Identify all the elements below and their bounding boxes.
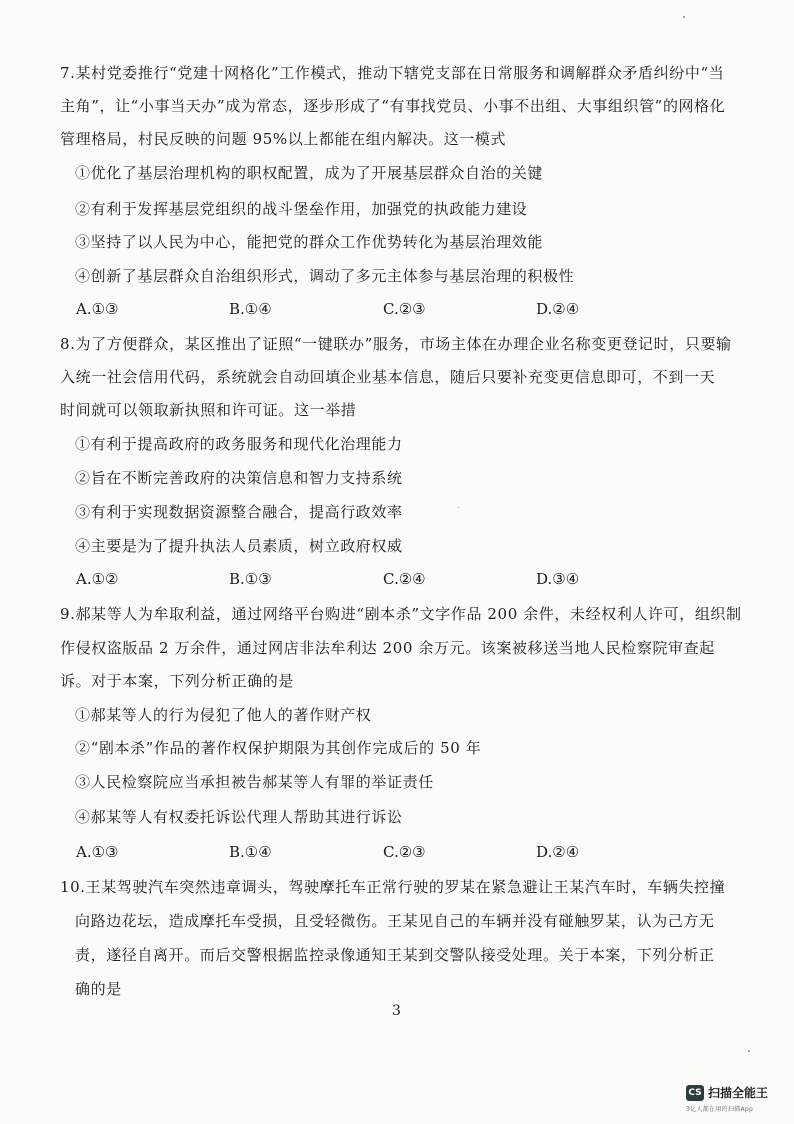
page-number: 3 [392,1003,401,1019]
q9-stem-line-1: 9.郝某等人为牟取利益，通过网络平台购进“剧本杀”文字作品 200 余件，未经权利人许可，组织制 [60,605,742,623]
q10-stem-line-1: 10.王某驾驶汽车突然违章调头，驾驶摩托车正常行驶的罗某在紧急避让王某汽车时，车辆失控撞 [60,878,726,896]
q9-stem-line-2: 作侵权盗版品 2 万余件，通过网店非法牟利达 200 余万元。该案被移送当地人民检察院审查起 [60,639,715,657]
scanner-tagline: 3亿人都在用的扫描App [686,1106,754,1113]
q9-option-a: A.①③ [76,843,119,861]
q8-stem-line-3: 时间就可以领取新执照和许可证。这一举措 [60,401,357,419]
scan-speck [748,1050,750,1052]
q8-statement-1: ①有利于提高政府的政务服务和现代化治理能力 [75,435,403,453]
q8-option-c: C.②④ [383,570,426,588]
q9-statement-4: ④郝某等人有权委托诉讼代理人帮助其进行诉讼 [75,808,403,826]
q7-option-b: B.①④ [229,300,272,318]
q9-stem-line-3: 诉。对于本案，下列分析正确的是 [60,672,295,690]
q8-stem-line-1: 8.为了方便群众，某区推出了证照“一键联办”服务，市场主体在办理企业名称变更登记时，只要输 [60,335,732,353]
q7-stem-line-2: 主角”，让“小事当天办”成为常态，逐步形成了“有事找党员、小事不出组、大事组织管”的网格化 [60,97,726,115]
q8-option-a: A.①② [76,570,119,588]
q7-option-c: C.②③ [383,300,426,318]
q7-stem-line-3: 管理格局，村民反映的问题 95%以上都能在组内解决。这一模式 [60,130,507,148]
q9-statement-2: ②“剧本杀”作品的著作权保护期限为其创作完成后的 50 年 [75,739,482,757]
q7-statement-4: ④创新了基层群众自治组织形式，调动了多元主体参与基层治理的积极性 [75,267,575,285]
q7-stem-line-1: 7.某村党委推行“党建十网格化”工作模式，推动下辖党支部在日常服务和调解群众矛盾纠纷中“当 [60,64,725,82]
q8-statement-2: ②旨在不断完善政府的决策信息和智力支持系统 [75,469,403,487]
scanner-watermark [686,1084,768,1101]
q9-option-c: C.②③ [383,843,426,861]
scan-speck [683,16,685,18]
q9-option-b: B.①④ [229,843,272,861]
q7-option-d: D.②④ [536,300,580,318]
q8-statement-3: ③有利于实现数据资源整合融合，提高行政效率 [75,503,403,521]
q10-stem-line-2: 向路边花坛，造成摩托车受损，且受轻微伤。王某见自己的车辆并没有碰触罗某，认为己方无 [75,912,715,930]
q10-stem-line-4: 确的是 [75,980,122,998]
q10-stem-line-3: 责，遂径自离开。而后交警根据监控录像通知王某到交警队接受处理。关于本案，下列分析正 [75,946,715,964]
q8-stem-line-2: 入统一社会信用代码，系统就会自动回填企业基本信息，随后只要补充变更信息即可，不到一天 [60,368,716,386]
q9-option-d: D.②④ [536,843,580,861]
q8-option-d: D.③④ [536,570,580,588]
scanner-name: 扫描全能王 [708,1086,769,1100]
q8-option-b: B.①③ [229,570,272,588]
q7-statement-2: ②有利于发挥基层党组织的战斗堡垒作用，加强党的执政能力建设 [75,200,528,218]
camscanner-logo-icon: CS [686,1085,704,1101]
scan-speck [458,507,459,508]
q9-statement-1: ①郝某等人的行为侵犯了他人的著作财产权 [75,706,372,724]
q7-statement-3: ③坚持了以人民为中心，能把党的群众工作优势转化为基层治理效能 [75,233,544,251]
q8-statement-4: ④主要是为了提升执法人员素质，树立政府权威 [75,537,403,555]
q7-option-a: A.①③ [76,300,119,318]
q9-statement-3: ③人民检察院应当承担被告郝某等人有罪的举证责任 [75,773,434,791]
q7-statement-1: ①优化了基层治理机构的职权配置，成为了开展基层群众自治的关键 [75,164,544,182]
